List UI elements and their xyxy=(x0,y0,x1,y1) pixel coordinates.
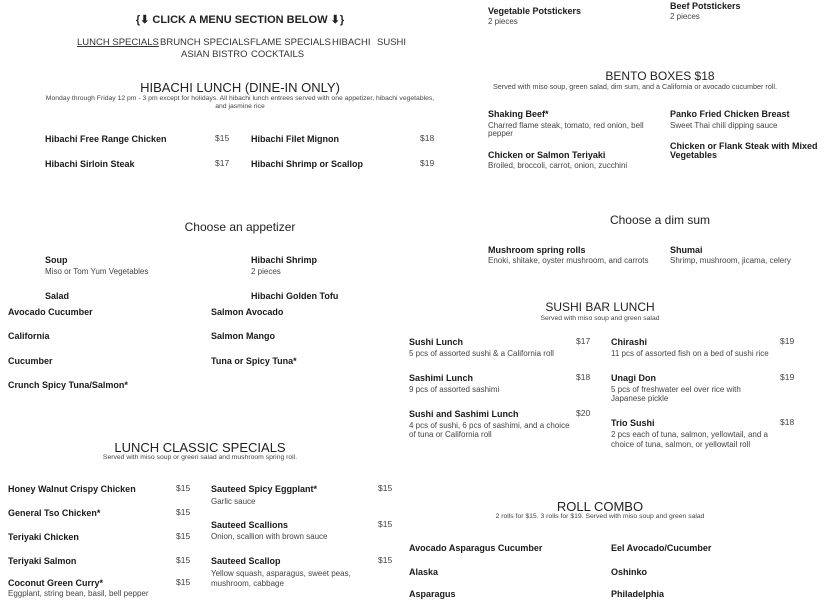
menu-item-name: Honey Walnut Crispy Chicken xyxy=(8,484,136,494)
sushi-item-name: Chirashi xyxy=(611,337,648,347)
nav-hibachi[interactable]: HIBACHI xyxy=(332,37,371,48)
menu-item-name: Teriyaki Chicken xyxy=(8,532,79,542)
sushi-item-name: Trio Sushi xyxy=(611,418,655,428)
sushi-item-price: $17 xyxy=(576,336,591,346)
hibachi-title: HIBACHI LUNCH (DINE-IN ONLY) xyxy=(140,80,340,95)
bento-desc: Served with miso soup, green salad, dim sum, and a California or avocado cucumber roll. xyxy=(492,82,778,91)
sushi-item-price: $19 xyxy=(780,372,795,382)
roll-name: Alaska xyxy=(409,567,439,577)
roll-name: California xyxy=(8,331,50,341)
sushi-item-desc: choice of tuna, salmon, or yellowtail roll xyxy=(611,440,751,449)
menu-item-desc: Garlic sauce xyxy=(211,497,256,506)
dimsum-desc: Shrimp, mushroom, jicama, celery xyxy=(670,256,791,265)
sushi-desc: Served with miso soup and green salad xyxy=(540,315,660,322)
classic-title: LUNCH CLASSIC SPECIALS xyxy=(114,440,286,455)
menu-item-price: $18 xyxy=(420,133,435,143)
bento-item-name: Chicken or Salmon Teriyaki xyxy=(488,150,606,160)
potsticker-desc: 2 pieces xyxy=(488,17,518,26)
sushi-item-desc: 5 pcs of freshwater eel over rice with xyxy=(611,385,741,394)
hibachi-desc: Monday through Friday 12 pm - 3 pm except for holidays. All hibachi lunch entrees served with one appetizer, hibachi vegetables, xyxy=(45,95,435,102)
nav-flame-specials[interactable]: FLAME SPECIALS xyxy=(250,37,331,48)
sushi-item-desc: 2 pcs each of tuna, salmon, yellowtail, and a xyxy=(611,430,768,439)
appetizer-desc: Miso or Tom Yum Vegetables xyxy=(45,267,149,276)
menu-item-price: $15 xyxy=(215,133,230,143)
roll-name: Philadelphia xyxy=(611,589,665,599)
menu-item-name: Sauteed Scallions xyxy=(211,520,289,530)
sushi-item-name: Sushi Lunch xyxy=(409,337,463,347)
nav-brunch-specials[interactable]: BRUNCH SPECIALS xyxy=(160,37,250,48)
menu-section-heading: {⬇ CLICK A MENU SECTION BELOW ⬇} xyxy=(135,14,345,26)
menu-item-price: $15 xyxy=(176,483,191,493)
nav-lunch-specials[interactable]: LUNCH SPECIALS xyxy=(77,37,159,48)
menu-item-price: $15 xyxy=(378,483,393,493)
appetizer-name: Hibachi Golden Tofu xyxy=(251,291,339,301)
sushi-item-desc: 9 pcs of assorted sashimi xyxy=(409,385,500,394)
menu-item-price: $15 xyxy=(378,555,393,565)
appetizer-title: Choose an appetizer xyxy=(184,220,296,234)
menu-item-price: $17 xyxy=(215,158,230,168)
sushi-item-name: Sashimi Lunch xyxy=(409,373,474,383)
potsticker-name: Beef Potstickers xyxy=(670,1,741,11)
bento-item-name: Vegetables xyxy=(670,150,718,160)
appetizer-desc: 2 pieces xyxy=(251,267,281,276)
roll-name: Salmon Avocado xyxy=(211,307,284,317)
sushi-title: SUSHI BAR LUNCH xyxy=(545,300,655,314)
sushi-item-desc: 4 pcs of sushi, 6 pcs of sashimi, and a choice xyxy=(409,421,570,430)
menu-item-name: Teriyaki Salmon xyxy=(8,556,77,566)
sushi-item-price: $18 xyxy=(780,417,795,427)
menu-item-desc: Eggplant, string bean, basil, bell pepper xyxy=(8,589,149,598)
sushi-item-price: $20 xyxy=(576,408,591,418)
appetizer-name: Salad xyxy=(45,291,70,301)
roll-combo-title: ROLL COMBO xyxy=(556,499,644,514)
menu-item-price: $19 xyxy=(420,158,435,168)
nav-asian-bistro[interactable]: ASIAN BISTRO xyxy=(181,49,248,60)
dimsum-name: Mushroom spring rolls xyxy=(488,245,586,255)
bento-item-name: Panko Fried Chicken Breast xyxy=(670,109,790,119)
bento-item-desc: Broiled, broccoli, carrot, onion, zucchini xyxy=(488,161,628,170)
sushi-item-price: $19 xyxy=(780,336,795,346)
bento-title: BENTO BOXES $18 xyxy=(605,69,715,83)
sushi-item-desc: of tuna or California roll xyxy=(409,430,492,439)
roll-combo-desc: 2 rolls for $15. 3 rolls for $19. Served with miso soup and green salad xyxy=(495,513,705,520)
menu-item-name: Hibachi Sirloin Steak xyxy=(45,159,135,169)
roll-name: Crunch Spicy Tuna/Salmon* xyxy=(8,380,128,390)
sushi-bar-panel xyxy=(400,300,800,600)
potsticker-desc: 2 pieces xyxy=(670,12,700,21)
roll-name: Salmon Mango xyxy=(211,331,276,341)
nav-sushi[interactable]: SUSHI xyxy=(377,37,407,48)
roll-name: Avocado Asparagus Cucumber xyxy=(409,543,543,553)
menu-item-price: $15 xyxy=(176,507,191,517)
roll-name: Tuna or Spicy Tuna* xyxy=(211,356,297,366)
lunch-classic-panel xyxy=(0,303,400,600)
classic-desc: Served with miso soup or green salad and mushroom spring roll. xyxy=(102,454,298,461)
potsticker-name: Vegetable Potstickers xyxy=(488,6,582,16)
sushi-item-desc: Japanese pickle xyxy=(611,394,669,403)
sushi-item-price: $18 xyxy=(576,372,591,382)
bento-item-name: Shaking Beef* xyxy=(488,109,549,119)
menu-item-desc: mushroom, cabbage xyxy=(211,579,284,588)
menu-item-name: General Tso Chicken* xyxy=(8,508,101,518)
menu-item-name: Sauteed Spicy Eggplant* xyxy=(211,484,318,494)
menu-item-name: Hibachi Filet Mignon xyxy=(251,134,339,144)
sushi-item-name: Unagi Don xyxy=(611,373,656,383)
menu-item-desc: Onion, scallion with brown sauce xyxy=(211,532,328,541)
dimsum-name: Shumai xyxy=(670,245,703,255)
appetizer-name: Hibachi Shrimp xyxy=(251,255,318,265)
menu-item-name: Hibachi Free Range Chicken xyxy=(45,134,167,144)
menu-item-name: Sauteed Scallop xyxy=(211,556,281,566)
sushi-item-name: Sushi and Sashimi Lunch xyxy=(409,409,519,419)
roll-name: Oshinko xyxy=(611,567,648,577)
menu-item-desc: Yellow squash, asparagus, sweet peas, xyxy=(211,569,351,578)
dimsum-desc: Enoki, shitake, oyster mushroom, and carrots xyxy=(488,256,649,265)
roll-name: Asparagus xyxy=(409,589,456,599)
hibachi-desc: and jasmine rice xyxy=(215,103,265,110)
menu-item-price: $15 xyxy=(176,555,191,565)
bento-item-name: Chicken or Flank Steak with Mixed xyxy=(670,141,818,151)
bento-item-desc: pepper xyxy=(488,129,513,138)
menu-item-name: Coconut Green Curry* xyxy=(8,578,104,588)
sushi-item-desc: 11 pcs of assorted fish on a bed of sushi rice xyxy=(611,349,769,358)
nav-cocktails[interactable]: COCKTAILS xyxy=(251,49,305,60)
appetizer-name: Soup xyxy=(45,255,68,265)
menu-item-price: $15 xyxy=(176,531,191,541)
bento-item-desc: Charred flame steak, tomato, red onion, bell xyxy=(488,121,644,130)
bento-item-desc: Sweet Thai chili dipping sauce xyxy=(670,121,778,130)
sushi-item-desc: 5 pcs of assorted sushi & a California roll xyxy=(409,349,554,358)
roll-name: Cucumber xyxy=(8,356,53,366)
menu-item-price: $15 xyxy=(176,577,191,587)
menu-item-price: $15 xyxy=(378,519,393,529)
dimsum-title: Choose a dim sum xyxy=(609,213,711,227)
menu-item-name: Hibachi Shrimp or Scallop xyxy=(251,159,364,169)
roll-name: Eel Avocado/Cucumber xyxy=(611,543,712,553)
roll-name: Avocado Cucumber xyxy=(8,307,93,317)
